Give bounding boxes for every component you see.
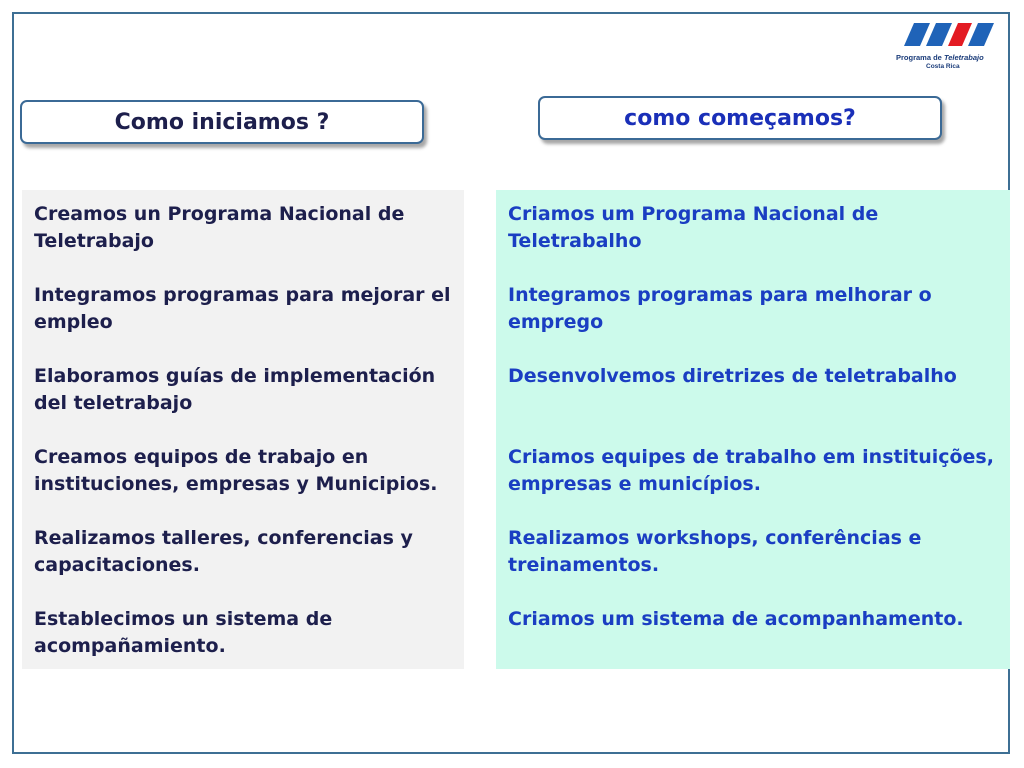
spanish-item: Creamos equipos de trabajo en instituciones, empresas y Municipios.: [34, 446, 438, 495]
spanish-item: Realizamos talleres, conferencias y capacitaciones.: [34, 527, 413, 576]
portuguese-item: Criamos um Programa Nacional de Teletrabalho: [508, 203, 879, 252]
heading-portuguese: como começamos?: [538, 96, 942, 140]
spanish-item: Establecimos un sistema de acompañamiento.: [34, 608, 333, 657]
portuguese-item: Criamos equipes de trabalho em instituições, empresas e municípios.: [508, 446, 994, 495]
spanish-item: Integramos programas para mejorar el empleo: [34, 284, 451, 333]
spanish-item: Elaboramos guías de implementación del teletrabajo: [34, 365, 436, 414]
portuguese-item: Criamos um sistema de acompanhamento.: [508, 608, 964, 630]
logo-program-brand: Teletrabajo: [943, 53, 984, 62]
portuguese-item: Integramos programas para melhorar o emprego: [508, 284, 932, 333]
heading-spanish: Como iniciamos ?: [20, 100, 424, 144]
spanish-panel: [22, 190, 464, 669]
portuguese-panel: [496, 190, 1010, 669]
logo-country: Costa Rica: [926, 63, 960, 70]
portuguese-item: Realizamos workshops, conferências e treinamentos.: [508, 527, 922, 576]
logo-program-prefix: Programa de: [896, 53, 942, 62]
logo-stripes-icon: [898, 20, 998, 50]
spanish-item: Creamos un Programa Nacional de Teletrabajo: [34, 203, 405, 252]
logo-program-name: [896, 53, 998, 62]
portuguese-item: Desenvolvemos diretrizes de teletrabalho: [508, 365, 957, 387]
teletrabajo-logo: [894, 20, 998, 76]
